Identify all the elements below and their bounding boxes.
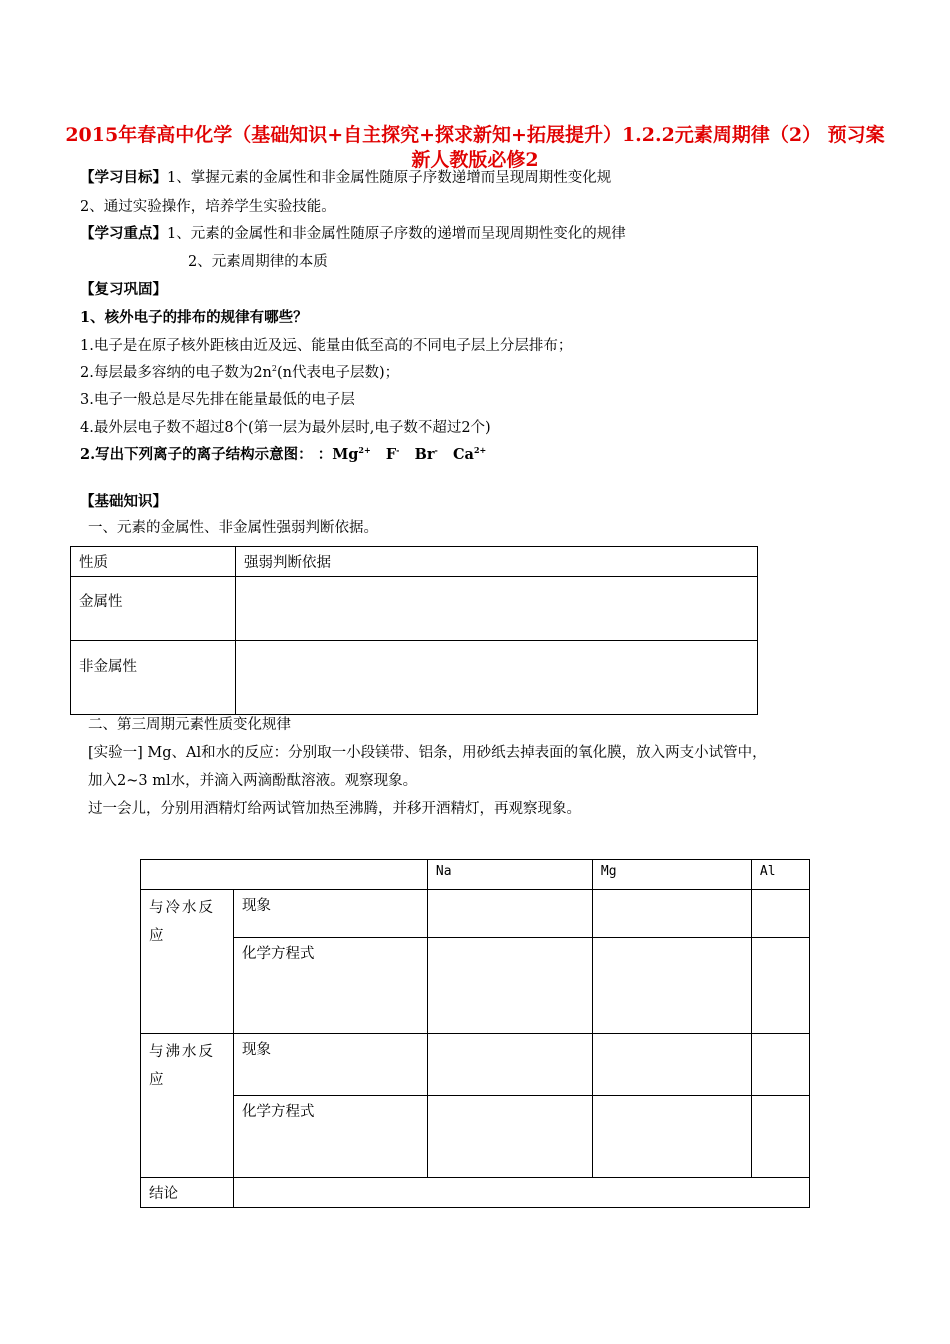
cold-al-phenomenon[interactable] [751,890,809,938]
cold-phenomenon-label: 现象 [234,890,428,938]
goal-item-1: 1、掌握元素的金属性和非金属性随原子序数递增而呈现周期性变化规 [167,170,612,186]
rule-2-sup: 2 [271,364,277,374]
col-header-al: Al [751,860,809,890]
question-2-text: 2.写出下列离子的离子结构示意图： [80,446,313,463]
goal-item-2: 2、通过实验操作，培养学生实验技能。 [80,199,336,215]
review-rule-2 [80,363,399,383]
focus-item-1: 1、元素的金属性和非金属性随原子序数的递增而呈现周期性变化的规律 [167,226,626,242]
review-label: 【复习巩固】 [80,281,167,298]
focus-line-1 [80,224,626,244]
reaction-header-empty [141,860,428,890]
ion-f: F- [385,445,400,463]
boil-mg-phenomenon[interactable] [592,1034,751,1096]
cold-na-phenomenon[interactable] [427,890,592,938]
boil-al-equation[interactable] [751,1096,809,1178]
page-title: 2015年春高中化学（基础知识+自主探究+探求新知+拓展提升）1.2.2元素周期律（2） 预习案 新人教版必修2 [65,124,885,171]
row-boiling-water: 与沸水反应 [141,1034,234,1178]
focus-label: 【学习重点】 [80,225,167,242]
cold-equation-label: 化学方程式 [234,938,428,1034]
criteria-header-basis: 强弱判断依据 [236,547,758,577]
ion-ca: $Ca^{2+}$ [453,445,487,463]
review-question-2 [80,445,486,465]
goal-line-1 [80,168,611,188]
cold-al-equation[interactable] [751,938,809,1034]
cold-mg-phenomenon[interactable] [592,890,751,938]
experiment-line-3: 过一会儿，分别用酒精灯给两试管加热至沸腾，并移开酒精灯，再观察现象。 [88,801,581,817]
cold-mg-equation[interactable] [592,938,751,1034]
row-cold-water: 与冷水反应 [141,890,234,1034]
criteria-table [70,546,758,715]
row-conclusion: 结论 [141,1178,234,1208]
focus-item-2: 2、元素周期律的本质 [188,254,328,270]
criteria-cell-metal[interactable] [236,577,758,641]
conclusion-cell[interactable] [234,1178,810,1208]
cold-na-equation[interactable] [427,938,592,1034]
rule-2-post: (n代表电子层数)； [277,365,400,381]
basics-section-2: 二、第三周期元素性质变化规律 [88,717,291,733]
rule-2-pre: 2.每层最多容纳的电子数为2n [80,365,272,381]
ion-br: Br- [414,445,438,463]
experiment-line-2: 加入2~3 ml水，并滴入两滴酚酞溶液。观察现象。 [88,773,418,789]
col-header-na: Na [427,860,592,890]
ion-mg: ：$Mg^{2+}$ [317,445,371,463]
basics-label: 【基础知识】 [80,493,167,510]
criteria-header-property: 性质 [71,547,236,577]
boil-equation-label: 化学方程式 [234,1096,428,1178]
criteria-cell-nonmetal[interactable] [236,641,758,715]
boil-mg-equation[interactable] [592,1096,751,1178]
experiment-line-1: [实验一] Mg、Al和水的反应：分别取一小段镁带、铝条，用砂纸去掉表面的氧化膜，放入两支小试管中， [88,745,767,761]
boil-al-phenomenon[interactable] [751,1034,809,1096]
boil-na-equation[interactable] [427,1096,592,1178]
review-rule-1: 1.电子是在原子核外距核由近及远、能量由低至高的不同电子层上分层排布； [80,338,573,354]
boil-na-phenomenon[interactable] [427,1034,592,1096]
review-rule-3: 3.电子一般总是尽先排在能量最低的电子层 [80,392,355,408]
boil-phenomenon-label: 现象 [234,1034,428,1096]
criteria-row-metal: 金属性 [71,577,236,641]
review-rule-4: 4.最外层电子数不超过8个(第一层为最外层时,电子数不超过2个) [80,420,491,436]
goals-label: 【学习目标】 [80,169,167,186]
col-header-mg: Mg [592,860,751,890]
basics-section-1: 一、元素的金属性、非金属性强弱判断依据。 [88,520,378,536]
reaction-table [140,859,810,1208]
review-question-1: 1、核外电子的排布的规律有哪些？ [80,309,308,326]
criteria-row-nonmetal: 非金属性 [71,641,236,715]
